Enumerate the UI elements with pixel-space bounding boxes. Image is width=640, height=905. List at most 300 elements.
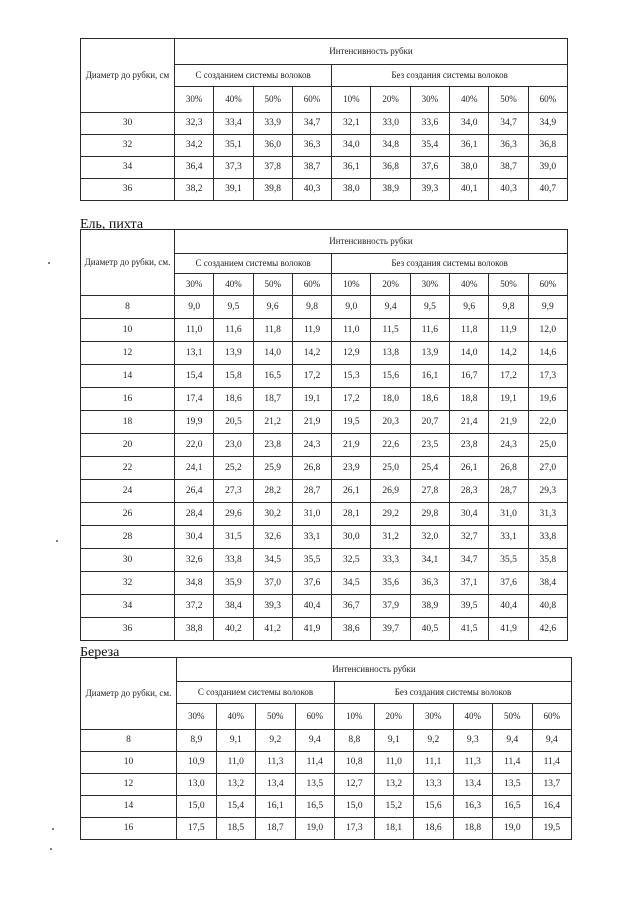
diameter-cell: 8 [81,296,175,319]
percent-header: 30% [177,704,217,730]
scan-speck [56,540,58,542]
value-cell: 11,8 [253,319,292,342]
percent-header: 30% [410,87,449,113]
value-cell: 11,9 [292,319,331,342]
without-trails-header: Без создания системы волоков [332,254,568,274]
intensity-header: Интенсивность рубки [177,658,572,682]
value-cell: 13,2 [374,774,414,796]
value-cell: 9,8 [489,296,528,319]
value-cell: 18,6 [214,388,253,411]
value-cell: 28,7 [489,480,528,503]
value-cell: 18,0 [371,388,410,411]
value-cell: 24,3 [292,434,331,457]
value-cell: 26,4 [175,480,214,503]
value-cell: 26,9 [371,480,410,503]
percent-header: 60% [292,87,331,113]
value-cell: 16,1 [410,365,449,388]
diameter-cell: 14 [81,365,175,388]
table-row [81,342,568,365]
diameter-cell: 36 [81,618,175,641]
scan-speck [50,848,52,850]
value-cell: 33,8 [528,526,567,549]
value-cell: 36,7 [332,595,371,618]
diameter-header: Диаметр до рубки, см. [81,658,177,730]
value-cell: 11,0 [175,319,214,342]
percent-header: 40% [453,704,493,730]
value-cell: 33,1 [292,526,331,549]
percent-header: 20% [371,274,410,296]
percent-header: 50% [253,87,292,113]
value-cell: 9,6 [450,296,489,319]
value-cell: 41,5 [450,618,489,641]
diameter-cell: 30 [81,113,175,135]
value-cell: 36,8 [371,157,410,179]
value-cell: 17,2 [489,365,528,388]
value-cell: 16,7 [450,365,489,388]
value-cell: 24,3 [489,434,528,457]
diameter-header: Диаметр до рубки, см [81,39,175,113]
value-cell: 11,0 [216,752,256,774]
value-cell: 30,2 [253,503,292,526]
value-cell: 13,4 [256,774,296,796]
value-cell: 9,4 [493,730,533,752]
value-cell: 13,9 [214,342,253,365]
value-cell: 41,9 [489,618,528,641]
value-cell: 40,4 [489,595,528,618]
diameter-cell: 24 [81,480,175,503]
value-cell: 9,8 [292,296,331,319]
value-cell: 14,0 [450,342,489,365]
value-cell: 11,0 [374,752,414,774]
value-cell: 33,9 [253,113,292,135]
value-cell: 39,3 [253,595,292,618]
value-cell: 9,5 [410,296,449,319]
value-cell: 41,2 [253,618,292,641]
value-cell: 23,8 [253,434,292,457]
percent-header: 60% [528,87,567,113]
value-cell: 11,4 [532,752,572,774]
table-row [81,752,572,774]
diameter-cell: 28 [81,526,175,549]
table-row [81,179,568,201]
table-row [81,457,568,480]
percent-header: 30% [175,274,214,296]
value-cell: 39,1 [214,179,253,201]
value-cell: 21,4 [450,411,489,434]
value-cell: 15,4 [175,365,214,388]
with-trails-header: С созданием системы волоков [175,254,332,274]
value-cell: 35,5 [489,549,528,572]
value-cell: 9,9 [528,296,567,319]
diameter-cell: 30 [81,549,175,572]
value-cell: 27,0 [528,457,567,480]
diameter-cell: 14 [81,796,177,818]
diameter-cell: 10 [81,752,177,774]
value-cell: 33,0 [371,113,410,135]
value-cell: 34,5 [253,549,292,572]
value-cell: 38,9 [371,179,410,201]
value-cell: 38,7 [489,157,528,179]
value-cell: 13,8 [371,342,410,365]
value-cell: 15,0 [177,796,217,818]
value-cell: 40,3 [489,179,528,201]
value-cell: 36,8 [528,135,567,157]
value-cell: 9,0 [175,296,214,319]
table-row [81,595,568,618]
percent-header: 40% [214,87,253,113]
value-cell: 21,9 [332,434,371,457]
table-row [81,618,568,641]
value-cell: 11,0 [332,319,371,342]
value-cell: 28,3 [450,480,489,503]
table-row [81,434,568,457]
value-cell: 29,3 [528,480,567,503]
percent-header: 20% [374,704,414,730]
value-cell: 18,1 [374,818,414,840]
value-cell: 19,5 [532,818,572,840]
value-cell: 13,3 [414,774,454,796]
value-cell: 10,8 [335,752,375,774]
diameter-cell: 12 [81,774,177,796]
value-cell: 32,3 [175,113,214,135]
value-cell: 30,4 [450,503,489,526]
value-cell: 28,4 [175,503,214,526]
without-trails-header: Без создания системы волоков [335,682,572,704]
value-cell: 18,8 [450,388,489,411]
value-cell: 25,9 [253,457,292,480]
value-cell: 38,9 [410,595,449,618]
value-cell: 12,7 [335,774,375,796]
value-cell: 42,6 [528,618,567,641]
value-cell: 37,9 [371,595,410,618]
value-cell: 39,8 [253,179,292,201]
table-row [81,503,568,526]
scan-speck [48,262,50,264]
value-cell: 11,3 [256,752,296,774]
value-cell: 40,2 [214,618,253,641]
percent-header: 10% [332,87,371,113]
percent-header: 10% [335,704,375,730]
percent-header: 30% [410,274,449,296]
value-cell: 16,4 [532,796,572,818]
value-cell: 15,6 [414,796,454,818]
value-cell: 34,8 [175,572,214,595]
value-cell: 17,3 [528,365,567,388]
value-cell: 13,9 [410,342,449,365]
intensity-header: Интенсивность рубки [175,39,568,65]
value-cell: 11,9 [489,319,528,342]
value-cell: 40,1 [450,179,489,201]
value-cell: 37,0 [253,572,292,595]
value-cell: 32,6 [253,526,292,549]
value-cell: 38,0 [450,157,489,179]
diameter-cell: 20 [81,434,175,457]
value-cell: 14,2 [292,342,331,365]
value-cell: 36,4 [175,157,214,179]
value-cell: 9,0 [332,296,371,319]
value-cell: 36,1 [332,157,371,179]
value-cell: 33,8 [214,549,253,572]
value-cell: 32,1 [332,113,371,135]
value-cell: 13,0 [177,774,217,796]
value-cell: 29,8 [410,503,449,526]
table-row [81,157,568,179]
value-cell: 21,9 [489,411,528,434]
value-cell: 40,3 [292,179,331,201]
value-cell: 18,6 [414,818,454,840]
value-cell: 9,2 [414,730,454,752]
value-cell: 10,9 [177,752,217,774]
value-cell: 11,6 [410,319,449,342]
value-cell: 39,0 [528,157,567,179]
table-row [81,296,568,319]
value-cell: 31,2 [371,526,410,549]
value-cell: 26,1 [450,457,489,480]
value-cell: 37,6 [489,572,528,595]
value-cell: 23,5 [410,434,449,457]
value-cell: 36,3 [489,135,528,157]
value-cell: 33,6 [410,113,449,135]
value-cell: 30,0 [332,526,371,549]
table-row [81,365,568,388]
value-cell: 38,6 [332,618,371,641]
value-cell: 36,0 [253,135,292,157]
value-cell: 22,0 [528,411,567,434]
value-cell: 19,9 [175,411,214,434]
diameter-cell: 36 [81,179,175,201]
value-cell: 40,8 [528,595,567,618]
value-cell: 15,0 [335,796,375,818]
percent-header: 50% [256,704,296,730]
value-cell: 13,2 [216,774,256,796]
value-cell: 36,1 [450,135,489,157]
value-cell: 37,6 [410,157,449,179]
table-row [81,774,572,796]
value-cell: 35,8 [528,549,567,572]
value-cell: 15,2 [374,796,414,818]
table-row [81,572,568,595]
value-cell: 13,5 [295,774,335,796]
value-cell: 26,8 [292,457,331,480]
value-cell: 17,5 [177,818,217,840]
value-cell: 28,7 [292,480,331,503]
percent-header: 50% [493,704,533,730]
value-cell: 35,6 [371,572,410,595]
table-row [81,796,572,818]
value-cell: 37,1 [450,572,489,595]
table-row [81,526,568,549]
value-cell: 23,0 [214,434,253,457]
value-cell: 30,4 [175,526,214,549]
intensity-header: Интенсивность рубки [175,230,568,254]
value-cell: 9,4 [532,730,572,752]
value-cell: 22,6 [371,434,410,457]
value-cell: 33,4 [214,113,253,135]
value-cell: 31,0 [292,503,331,526]
value-cell: 32,5 [332,549,371,572]
value-cell: 16,5 [253,365,292,388]
value-cell: 18,5 [216,818,256,840]
value-cell: 34,1 [410,549,449,572]
value-cell: 32,0 [410,526,449,549]
value-cell: 11,3 [453,752,493,774]
percent-header: 60% [295,704,335,730]
table-row [81,113,568,135]
value-cell: 18,7 [253,388,292,411]
value-cell: 20,3 [371,411,410,434]
value-cell: 33,1 [489,526,528,549]
value-cell: 13,4 [453,774,493,796]
percent-header: 50% [489,87,528,113]
table-row [81,319,568,342]
value-cell: 40,5 [410,618,449,641]
diameter-cell: 18 [81,411,175,434]
value-cell: 19,0 [295,818,335,840]
value-cell: 19,0 [493,818,533,840]
value-cell: 25,2 [214,457,253,480]
value-cell: 34,0 [450,113,489,135]
value-cell: 33,3 [371,549,410,572]
value-cell: 13,7 [532,774,572,796]
value-cell: 19,1 [489,388,528,411]
value-cell: 37,8 [253,157,292,179]
percent-header: 30% [414,704,454,730]
value-cell: 15,3 [332,365,371,388]
diameter-cell: 22 [81,457,175,480]
percent-header: 20% [371,87,410,113]
value-cell: 40,7 [528,179,567,201]
value-cell: 15,6 [371,365,410,388]
diameter-cell: 32 [81,135,175,157]
without-trails-header: Без создания системы волоков [332,65,568,87]
value-cell: 34,5 [332,572,371,595]
value-cell: 13,1 [175,342,214,365]
value-cell: 22,0 [175,434,214,457]
value-cell: 15,4 [216,796,256,818]
value-cell: 17,2 [292,365,331,388]
value-cell: 32,7 [450,526,489,549]
value-cell: 14,6 [528,342,567,365]
value-cell: 16,3 [453,796,493,818]
diameter-cell: 8 [81,730,177,752]
value-cell: 34,9 [528,113,567,135]
value-cell: 9,1 [374,730,414,752]
value-cell: 38,8 [175,618,214,641]
value-cell: 24,1 [175,457,214,480]
percent-header: 10% [332,274,371,296]
value-cell: 38,7 [292,157,331,179]
table-row [81,818,572,840]
diameter-cell: 16 [81,818,177,840]
value-cell: 25,4 [410,457,449,480]
value-cell: 17,4 [175,388,214,411]
table-row [81,480,568,503]
value-cell: 34,2 [175,135,214,157]
percent-header: 40% [216,704,256,730]
value-cell: 36,3 [292,135,331,157]
value-cell: 9,6 [253,296,292,319]
value-cell: 32,6 [175,549,214,572]
value-cell: 8,8 [335,730,375,752]
diameter-cell: 12 [81,342,175,365]
value-cell: 11,8 [450,319,489,342]
value-cell: 35,4 [410,135,449,157]
value-cell: 34,7 [292,113,331,135]
value-cell: 34,0 [332,135,371,157]
percent-header: 60% [292,274,331,296]
value-cell: 9,3 [453,730,493,752]
value-cell: 20,7 [410,411,449,434]
value-cell: 9,2 [256,730,296,752]
value-cell: 38,2 [175,179,214,201]
value-cell: 17,2 [332,388,371,411]
value-cell: 9,4 [371,296,410,319]
value-cell: 26,1 [332,480,371,503]
value-cell: 26,8 [489,457,528,480]
value-cell: 39,7 [371,618,410,641]
value-cell: 8,9 [177,730,217,752]
value-cell: 39,5 [450,595,489,618]
value-cell: 35,5 [292,549,331,572]
value-cell: 18,8 [453,818,493,840]
value-cell: 38,4 [528,572,567,595]
value-cell: 12,0 [528,319,567,342]
value-cell: 11,4 [295,752,335,774]
value-cell: 18,7 [256,818,296,840]
value-cell: 12,9 [332,342,371,365]
value-cell: 15,8 [214,365,253,388]
value-cell: 28,1 [332,503,371,526]
value-cell: 25,0 [371,457,410,480]
value-cell: 19,6 [528,388,567,411]
data-table-1 [80,38,568,201]
value-cell: 21,2 [253,411,292,434]
table-row [81,411,568,434]
value-cell: 37,3 [214,157,253,179]
value-cell: 11,5 [371,319,410,342]
value-cell: 28,2 [253,480,292,503]
percent-header: 40% [450,274,489,296]
value-cell: 38,4 [214,595,253,618]
diameter-cell: 34 [81,157,175,179]
value-cell: 11,6 [214,319,253,342]
value-cell: 9,1 [216,730,256,752]
percent-header: 60% [532,704,572,730]
value-cell: 27,3 [214,480,253,503]
table-row [81,135,568,157]
diameter-cell: 34 [81,595,175,618]
value-cell: 34,7 [450,549,489,572]
percent-header: 40% [214,274,253,296]
value-cell: 37,2 [175,595,214,618]
value-cell: 14,0 [253,342,292,365]
value-cell: 37,6 [292,572,331,595]
with-trails-header: С созданием системы волоков [177,682,335,704]
data-table-spruce-fir [80,229,568,641]
diameter-cell: 32 [81,572,175,595]
value-cell: 36,3 [410,572,449,595]
value-cell: 16,5 [493,796,533,818]
value-cell: 14,2 [489,342,528,365]
diameter-cell: 26 [81,503,175,526]
value-cell: 27,8 [410,480,449,503]
value-cell: 23,9 [332,457,371,480]
value-cell: 31,0 [489,503,528,526]
value-cell: 18,6 [410,388,449,411]
percent-header: 60% [528,274,567,296]
value-cell: 23,8 [450,434,489,457]
value-cell: 25,0 [528,434,567,457]
